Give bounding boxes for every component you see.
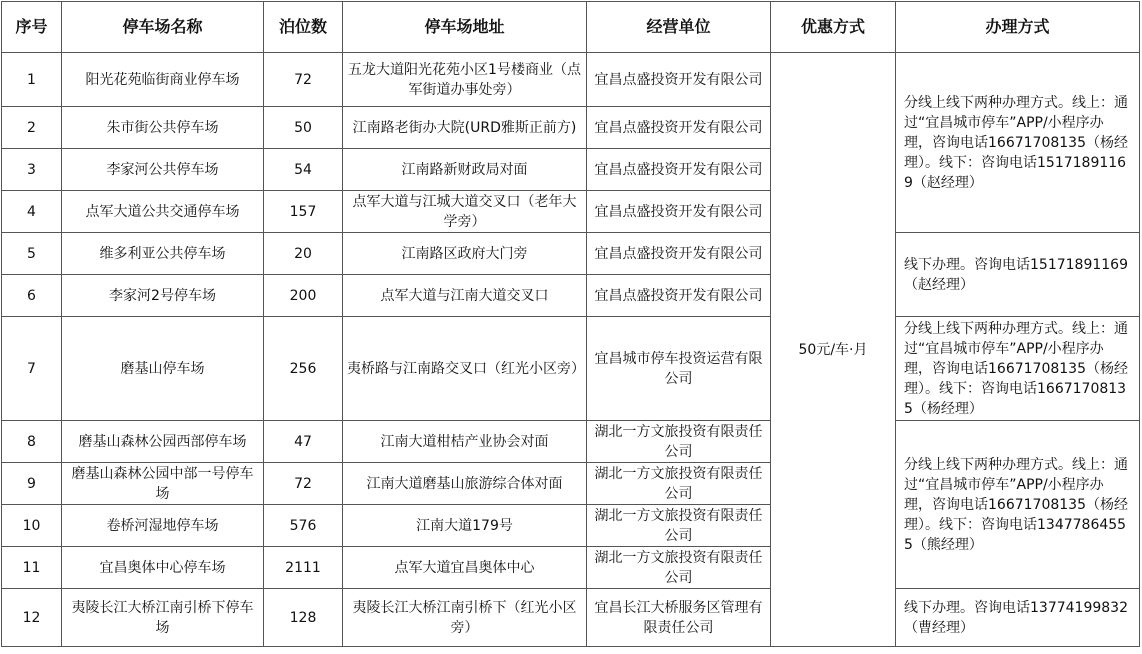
row-operator: 湖北一方文旅投资有限责任公司 bbox=[587, 547, 771, 589]
row-no: 2 bbox=[2, 107, 62, 149]
header-spaces: 泊位数 bbox=[264, 2, 343, 53]
header-name: 停车场名称 bbox=[62, 2, 264, 53]
row-spaces: 576 bbox=[264, 505, 343, 547]
row-operator: 湖北一方文旅投资有限责任公司 bbox=[587, 421, 771, 463]
row-operator: 湖北一方文旅投资有限责任公司 bbox=[587, 463, 771, 505]
table-row bbox=[2, 421, 1140, 463]
row-no: 1 bbox=[2, 53, 62, 107]
row-spaces: 50 bbox=[264, 107, 343, 149]
method-cell: 线下办理。咨询电话13774199832（曹经理） bbox=[896, 589, 1140, 647]
row-no: 7 bbox=[2, 317, 62, 421]
row-name: 朱市街公共停车场 bbox=[62, 107, 264, 149]
method-cell: 分线上线下两种办理方式。线上：通过“宜昌城市停车”APP/小程序办理，咨询电话16671708135（杨经理）。线下：咨询电话15171891169（赵经理） bbox=[896, 53, 1140, 233]
row-spaces: 2111 bbox=[264, 547, 343, 589]
row-name: 卷桥河湿地停车场 bbox=[62, 505, 264, 547]
discount-cell: 50元/车·月 bbox=[771, 53, 896, 647]
row-name: 阳光花苑临街商业停车场 bbox=[62, 53, 264, 107]
row-name: 李家河2号停车场 bbox=[62, 275, 264, 317]
header-address: 停车场地址 bbox=[343, 2, 587, 53]
method-cell: 线下办理。咨询电话15171891169（赵经理） bbox=[896, 233, 1140, 317]
row-address: 点军大道与江城大道交叉口（老年大学旁） bbox=[343, 191, 587, 233]
row-no: 8 bbox=[2, 421, 62, 463]
row-spaces: 72 bbox=[264, 53, 343, 107]
header-operator: 经营单位 bbox=[587, 2, 771, 53]
row-no: 11 bbox=[2, 547, 62, 589]
header-no: 序号 bbox=[2, 2, 62, 53]
row-name: 点军大道公共交通停车场 bbox=[62, 191, 264, 233]
row-no: 5 bbox=[2, 233, 62, 275]
row-no: 10 bbox=[2, 505, 62, 547]
header-row bbox=[2, 2, 1140, 53]
row-spaces: 157 bbox=[264, 191, 343, 233]
row-operator: 宜昌点盛投资开发有限公司 bbox=[587, 275, 771, 317]
method-cell: 分线上线下两种办理方式。线上：通过“宜昌城市停车”APP/小程序办理，咨询电话16671708135（杨经理）。线下：咨询电话13477864555（熊经理） bbox=[896, 421, 1140, 589]
table-row bbox=[2, 233, 1140, 275]
row-address: 点军大道与江南大道交叉口 bbox=[343, 275, 587, 317]
row-address: 夷陵长江大桥江南引桥下（红光小区旁） bbox=[343, 589, 587, 647]
row-spaces: 128 bbox=[264, 589, 343, 647]
row-operator: 宜昌长江大桥服务区管理有限责任公司 bbox=[587, 589, 771, 647]
table-row bbox=[2, 589, 1140, 647]
row-address: 江南大道柑桔产业协会对面 bbox=[343, 421, 587, 463]
row-name: 宜昌奥体中心停车场 bbox=[62, 547, 264, 589]
row-address: 五龙大道阳光花苑小区1号楼商业（点军街道办事处旁） bbox=[343, 53, 587, 107]
row-no: 6 bbox=[2, 275, 62, 317]
row-operator: 宜昌点盛投资开发有限公司 bbox=[587, 107, 771, 149]
row-name: 磨基山森林公园中部一号停车场 bbox=[62, 463, 264, 505]
row-name: 夷陵长江大桥江南引桥下停车场 bbox=[62, 589, 264, 647]
row-spaces: 256 bbox=[264, 317, 343, 421]
row-name: 磨基山森林公园西部停车场 bbox=[62, 421, 264, 463]
row-operator: 宜昌城市停车投资运营有限公司 bbox=[587, 317, 771, 421]
row-operator: 宜昌点盛投资开发有限公司 bbox=[587, 233, 771, 275]
row-spaces: 20 bbox=[264, 233, 343, 275]
row-operator: 宜昌点盛投资开发有限公司 bbox=[587, 191, 771, 233]
row-operator: 宜昌点盛投资开发有限公司 bbox=[587, 53, 771, 107]
header-discount: 优惠方式 bbox=[771, 2, 896, 53]
row-no: 3 bbox=[2, 149, 62, 191]
row-spaces: 200 bbox=[264, 275, 343, 317]
row-address: 江南路新财政局对面 bbox=[343, 149, 587, 191]
row-address: 江南大道179号 bbox=[343, 505, 587, 547]
row-address: 江南路老街办大院(URD雅斯正前方) bbox=[343, 107, 587, 149]
row-operator: 宜昌点盛投资开发有限公司 bbox=[587, 149, 771, 191]
row-name: 磨基山停车场 bbox=[62, 317, 264, 421]
row-no: 9 bbox=[2, 463, 62, 505]
row-spaces: 47 bbox=[264, 421, 343, 463]
row-address: 江南大道磨基山旅游综合体对面 bbox=[343, 463, 587, 505]
row-address: 江南路区政府大门旁 bbox=[343, 233, 587, 275]
table-row bbox=[2, 53, 1140, 107]
row-operator: 湖北一方文旅投资有限责任公司 bbox=[587, 505, 771, 547]
row-spaces: 72 bbox=[264, 463, 343, 505]
row-name: 维多利亚公共停车场 bbox=[62, 233, 264, 275]
row-address: 点军大道宜昌奥体中心 bbox=[343, 547, 587, 589]
method-cell: 分线上线下两种办理方式。线上：通过“宜昌城市停车”APP/小程序办理，咨询电话16671708135（杨经理）。线下：咨询电话16671708135（杨经理） bbox=[896, 317, 1140, 421]
row-address: 夷桥路与江南路交叉口（红光小区旁） bbox=[343, 317, 587, 421]
table-row bbox=[2, 317, 1140, 421]
row-name: 李家河公共停车场 bbox=[62, 149, 264, 191]
parking-table bbox=[1, 1, 1140, 647]
row-no: 4 bbox=[2, 191, 62, 233]
row-spaces: 54 bbox=[264, 149, 343, 191]
row-no: 12 bbox=[2, 589, 62, 647]
header-method: 办理方式 bbox=[896, 2, 1140, 53]
